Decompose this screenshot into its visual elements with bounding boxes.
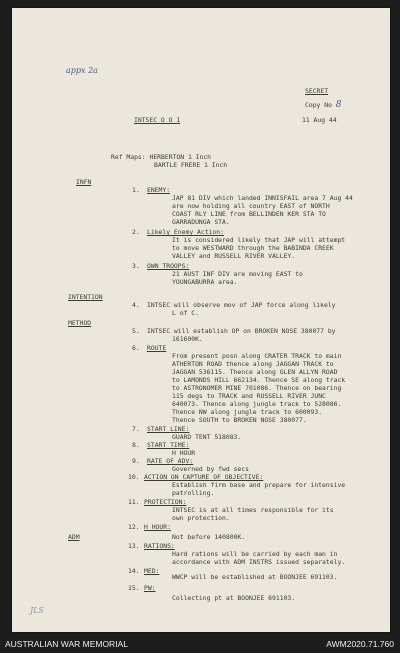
para-14-line: WWCP will be established at BOONJEE 691103. — [172, 573, 338, 581]
para-10-line: patrolling. — [172, 489, 215, 497]
label-intention: INTENTION — [68, 293, 103, 301]
para-6-line: to ASTRONOMER MINE 701086. Thence on bearing — [172, 384, 342, 392]
para-10-heading: ACTION ON CAPTURE OF OBJECTIVE: — [144, 473, 264, 481]
ref-maps-line2: BARTLE FRERE 1 Inch — [154, 161, 228, 169]
para-6-line: From present posn along CRATER TRACK to main — [172, 352, 342, 360]
para-9-number: 9. — [132, 457, 140, 465]
para-2-heading: Likely Enemy Action: — [147, 228, 224, 236]
para-13-line: Hard rations will be carried by each man in — [172, 550, 338, 558]
para-1-line: COAST RLY LINE from BELLINDEN KER STA TO — [172, 210, 326, 218]
para-6-line: Thence SOUTH to BROKEN NOSE 380077. — [172, 416, 307, 424]
document-page — [12, 8, 390, 632]
para-12-number: 12. — [128, 523, 140, 531]
para-9-line: Governed by fwd secs — [172, 465, 249, 473]
para-15-heading: PW: — [144, 584, 156, 592]
para-7-heading: START LINE: — [147, 425, 190, 433]
para-4-line: L of C. — [172, 309, 199, 317]
handwritten-appendix-note: appx 2a — [66, 66, 98, 75]
para-6-line: JAGGAN 536115. Thence along GLEN ALLYN ROAD — [172, 368, 338, 376]
para-6-line: 640073. Thence along jungle track to 528086. — [172, 400, 342, 408]
order-date: 11 Aug 44 — [302, 116, 337, 124]
label-method: METHOD — [68, 319, 92, 327]
secret-classification: SECRET — [305, 87, 329, 95]
para-15-number: 15. — [128, 584, 140, 592]
para-6-number: 6. — [132, 344, 140, 352]
para-15-line: Collecting pt at BOONJEE 691103. — [172, 594, 296, 602]
para-2-line: VALLEY and RUSSELL RIVER VALLEY. — [172, 252, 296, 260]
para-3-number: 3. — [132, 262, 140, 270]
ref-maps-line1: Ref Maps: HERBERTON 1 Inch — [111, 153, 212, 161]
para-2-line: It is considered likely that JAP will attempt — [172, 236, 346, 244]
intsec-order-number: INTSEC O O 1 — [134, 116, 181, 124]
label-info: INFN — [76, 178, 92, 186]
para-1-line: JAP 81 DIV which landed INNISFAIL area 7 Aug 44 — [172, 194, 353, 202]
para-9-heading: RATE OF ADV: — [147, 457, 194, 465]
para-6-line: 115 degs to TRACK and RUSSELL RIVER JUNC — [172, 392, 326, 400]
para-5-number: 5. — [132, 327, 140, 335]
para-14-heading: MED: — [144, 567, 160, 575]
para-4-number: 4. — [132, 301, 140, 309]
archive-footer — [0, 636, 400, 653]
para-10-line: Establish firm base and prepare for intensive — [172, 481, 346, 489]
para-8-line: H HOUR — [172, 449, 196, 457]
para-8-number: 8. — [132, 441, 140, 449]
footer-accession-number: AWM2020.71.760 — [326, 639, 394, 649]
para-1-heading: ENEMY: — [147, 186, 171, 194]
footer-institution: AUSTRALIAN WAR MEMORIAL — [5, 639, 128, 649]
para-13-heading: RATIONS: — [144, 542, 175, 550]
para-12-line: Not before 140800K. — [172, 533, 246, 541]
para-6-line: Thence NW along jungle track to 600093. — [172, 408, 323, 416]
para-1-number: 1. — [132, 186, 140, 194]
para-2-line: to move WESTWARD through the BABINDA CREEK — [172, 244, 334, 252]
para-6-heading: ROUTE — [147, 344, 167, 352]
para-13-number: 13. — [128, 542, 140, 550]
para-1-line: GARRADUNGA STA. — [172, 218, 230, 226]
para-11-line: INTSEC is at all times responsible for its — [172, 506, 334, 514]
para-13-line: accordance with ADM INSTRS issued separately. — [172, 558, 346, 566]
para-10-number: 10. — [128, 473, 140, 481]
para-7-line: GUARD TENT 518083. — [172, 433, 242, 441]
label-adm: ADM — [68, 533, 80, 541]
para-7-number: 7. — [132, 425, 140, 433]
para-3-line: YOUNGABURRA area. — [172, 278, 238, 286]
para-6-line: to LAMONDS HILL 662134. Thence SE along track — [172, 376, 346, 384]
handwritten-bottom-note: JLS — [30, 606, 44, 615]
para-6-line: ATHERTON ROAD thence along JAGGAN TRACK to — [172, 360, 334, 368]
para-5-line: 161600K. — [172, 335, 203, 343]
para-3-heading: OWN TROOPS: — [147, 262, 190, 270]
para-12-heading: H HOUR: — [144, 523, 171, 531]
para-14-number: 14. — [128, 567, 140, 575]
para-1-line: are now holding all country EAST of NORTH — [172, 202, 330, 210]
para-11-heading: PROTECTION: — [144, 498, 187, 506]
para-8-heading: START TIME: — [147, 441, 190, 449]
para-4-line: INTSEC will observe mov of JAP force along likely — [147, 301, 336, 309]
para-5-line: INTSEC will establish OP on BROKEN NOSE 380077 by — [147, 327, 336, 335]
para-3-line: 21 AUST INF DIV are moving EAST to — [172, 270, 303, 278]
copy-number: Copy No 8 — [305, 100, 342, 110]
para-2-number: 2. — [132, 228, 140, 236]
para-11-number: 11. — [128, 498, 140, 506]
para-11-line: own protection. — [172, 514, 230, 522]
